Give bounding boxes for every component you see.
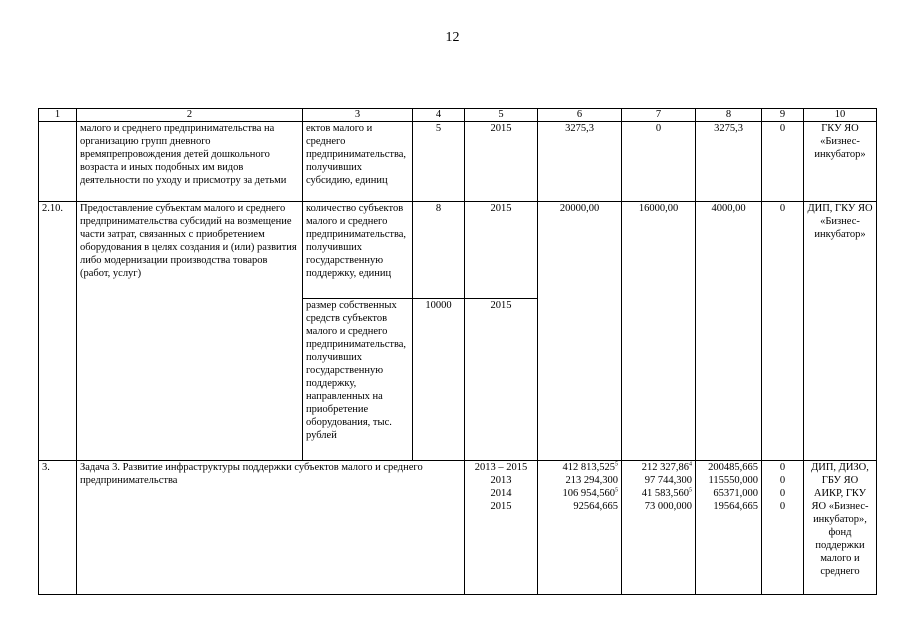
header-cell: 4 <box>413 109 465 122</box>
indicator-name: количество субъектов малого и среднего предпринимательства, получивших государственную поддержку, единиц <box>303 202 413 299</box>
total-amount: 20000,00 <box>538 202 622 461</box>
header-cell: 1 <box>39 109 77 122</box>
year: 2013 <box>490 475 512 486</box>
year: 2015 <box>465 299 538 461</box>
footnote-mark: 5 <box>615 487 618 494</box>
header-cell: 8 <box>696 109 762 122</box>
federal-amount: 212 327,86 <box>641 462 689 473</box>
local-amount: 0 <box>762 122 804 202</box>
total-amount: 3275,3 <box>538 122 622 202</box>
local-amount: 0 <box>779 462 786 473</box>
executor: ДИП, ДИЗО, ГБУ ЯО АИКР, ГКУ ЯО «Бизнес-инкубатор», фонд поддержки малого и среднего <box>804 461 877 595</box>
row-number <box>39 122 77 202</box>
header-cell: 6 <box>538 109 622 122</box>
table-row <box>39 202 877 299</box>
table-row <box>39 122 877 202</box>
federal-amount: 0 <box>622 122 696 202</box>
total-amounts-cell <box>538 461 622 595</box>
indicator-value: 10000 <box>413 299 465 461</box>
local-amounts-cell <box>762 461 804 595</box>
measure-description: Предоставление субъектам малого и среднего предпринимательства субсидий на возмещение части затрат, связанных с приобретением оборудования в целях создания и (или) развития либо модернизации производства товаров (работ, услуг) <box>77 202 303 461</box>
regional-amount: 19564,665 <box>713 501 758 512</box>
indicator-name: ектов малого и среднего предпринимательства, получивших субсидию, единиц <box>303 122 413 202</box>
indicator-name: размер собственных средств субъектов малого и среднего предпринимательства, получивших государственную поддержку, направленных на приобретение оборудования, тыс. рублей <box>303 299 413 461</box>
total-amount: 92564,665 <box>573 501 618 512</box>
total-amount: 213 294,300 <box>565 475 618 486</box>
local-amount: 0 <box>779 501 786 512</box>
years-cell <box>465 461 538 595</box>
indicator-value: 5 <box>413 122 465 202</box>
federal-amount: 41 583,560 <box>641 488 689 499</box>
regional-amount: 115550,000 <box>708 475 758 486</box>
indicator-value: 8 <box>413 202 465 299</box>
header-cell: 5 <box>465 109 538 122</box>
year: 2015 <box>465 202 538 299</box>
executor: ДИП, ГКУ ЯО «Бизнес-инкубатор» <box>804 202 877 461</box>
header-cell: 3 <box>303 109 413 122</box>
measures-table <box>38 108 877 595</box>
regional-amounts-cell <box>696 461 762 595</box>
total-amount: 412 813,525 <box>562 462 615 473</box>
footnote-mark: 5 <box>689 487 692 494</box>
header-row <box>39 109 877 122</box>
header-cell: 9 <box>762 109 804 122</box>
federal-amount: 73 000,000 <box>644 501 692 512</box>
year: 2015 <box>490 501 512 512</box>
federal-amount: 97 744,300 <box>644 475 692 486</box>
task-description: Задача 3. Развитие инфраструктуры поддержки субъектов малого и среднего предпринимательства <box>77 461 465 595</box>
local-amount: 0 <box>762 202 804 461</box>
header-cell: 7 <box>622 109 696 122</box>
measure-description: малого и среднего предпринимательства на организацию групп дневного времяпрепровождения детей дошкольного возраста и иных подобных им видов деятельности по уходу и присмотру за детьми <box>77 122 303 202</box>
header-cell: 10 <box>804 109 877 122</box>
federal-amounts-cell <box>622 461 696 595</box>
local-amount: 0 <box>779 488 786 499</box>
year: 2015 <box>465 122 538 202</box>
table-row <box>39 461 877 595</box>
row-number: 3. <box>39 461 77 595</box>
executor: ГКУ ЯО «Бизнес-инкубатор» <box>804 122 877 202</box>
regional-amount: 3275,3 <box>696 122 762 202</box>
footnote-mark: 4 <box>689 461 692 468</box>
regional-amount: 4000,00 <box>696 202 762 461</box>
row-number: 2.10. <box>39 202 77 461</box>
footnote-mark: 5 <box>615 461 618 468</box>
regional-amount: 65371,000 <box>713 488 758 499</box>
local-amount: 0 <box>779 475 786 486</box>
page-number: 12 <box>445 30 460 45</box>
year: 2014 <box>490 488 512 499</box>
federal-amount: 16000,00 <box>622 202 696 461</box>
year: 2013 – 2015 <box>474 462 528 473</box>
regional-amount: 200485,665 <box>708 462 758 473</box>
total-amount: 106 954,560 <box>562 488 615 499</box>
header-cell: 2 <box>77 109 303 122</box>
